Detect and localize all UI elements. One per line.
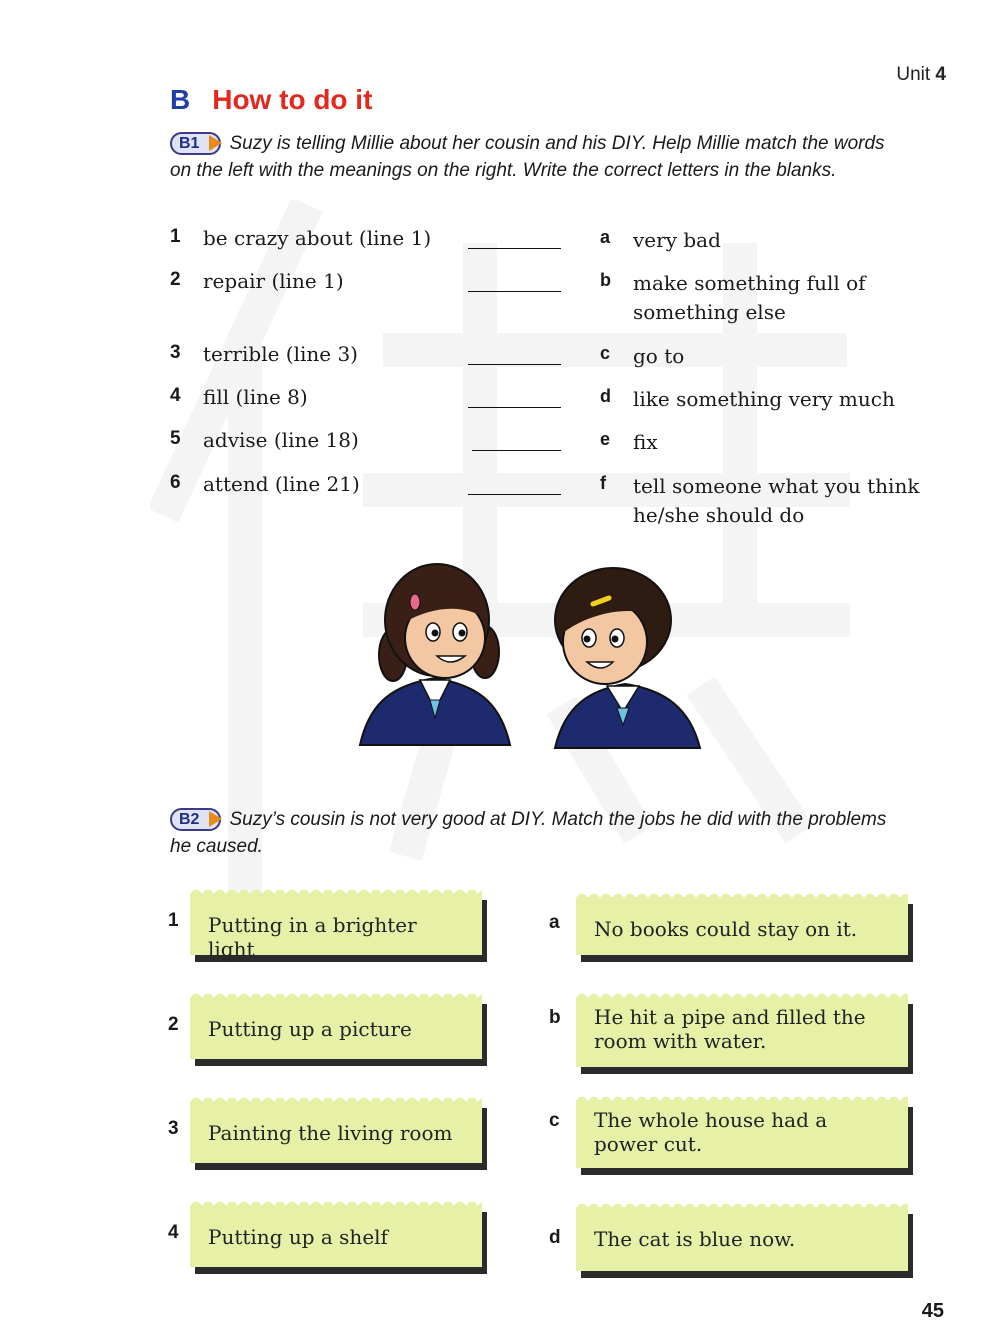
problem-letter: d: [549, 1227, 561, 1248]
word-text: advise (line 18): [203, 428, 359, 452]
job-card[interactable]: [190, 997, 482, 1059]
job-number: 3: [168, 1118, 179, 1139]
problem-card[interactable]: [576, 1207, 908, 1271]
b2-instruction: [170, 807, 890, 860]
problem-text: The cat is blue now.: [594, 1227, 796, 1251]
word-number: 3: [170, 342, 181, 363]
job-text: Putting up a picture: [208, 1017, 412, 1041]
b2-instruction-text: Suzy’s cousin is not very good at DIY. Match the jobs he did with the problems he caused.: [170, 809, 887, 857]
word-number: 5: [170, 428, 181, 449]
problem-card[interactable]: [576, 1100, 908, 1168]
play-arrow-icon: [209, 811, 222, 827]
problem-card[interactable]: [576, 997, 908, 1067]
problem-letter: b: [549, 1007, 561, 1028]
b1-badge: B1: [170, 132, 221, 155]
meaning-letter: c: [600, 343, 611, 363]
word-number: 4: [170, 385, 181, 406]
meaning-letter: f: [600, 473, 606, 493]
b1-instruction-text: Suzy is telling Millie about her cousin and his DIY. Help Millie match the words on the left with the meanings on the right. Write the correct letters in the blanks.: [170, 133, 885, 181]
meaning-letter: a: [600, 227, 611, 247]
answer-blank[interactable]: [468, 364, 561, 365]
two-students-illustration: [355, 560, 705, 750]
meaning-text: make something full of something else: [633, 271, 866, 324]
vocab-row: [170, 226, 940, 266]
job-card[interactable]: [190, 1205, 482, 1267]
vocab-row: [170, 472, 940, 527]
vocab-row: [170, 385, 940, 425]
job-number: 4: [168, 1222, 179, 1243]
job-text: Painting the living room: [208, 1121, 453, 1145]
girl-figure: [360, 564, 510, 745]
answer-blank[interactable]: [468, 494, 561, 495]
answer-blank[interactable]: [468, 248, 561, 249]
word-number: 2: [170, 269, 181, 290]
page-number: 45: [921, 1300, 944, 1322]
meaning-text: like something very much: [633, 387, 895, 411]
vocab-row: [170, 342, 940, 382]
word-text: attend (line 21): [203, 472, 360, 496]
play-arrow-icon: [209, 135, 222, 151]
word-text: terrible (line 3): [203, 342, 358, 366]
job-number: 1: [168, 910, 179, 931]
answer-blank[interactable]: [468, 407, 561, 408]
section-name: How to do it: [212, 84, 373, 115]
problem-letter: c: [549, 1110, 560, 1131]
problem-text: He hit a pipe and filled the room with water.: [594, 1005, 866, 1053]
meaning-text: fix: [633, 430, 658, 454]
word-number: 1: [170, 226, 181, 247]
section-letter: B: [170, 84, 191, 115]
vocab-row: [170, 428, 940, 468]
meaning-letter: b: [600, 270, 611, 290]
job-card[interactable]: [190, 893, 482, 961]
meaning-letter: d: [600, 386, 611, 406]
job-card[interactable]: [190, 1101, 482, 1163]
meaning-text: go to: [633, 344, 685, 368]
word-text: repair (line 1): [203, 269, 344, 293]
job-number: 2: [168, 1014, 179, 1035]
meaning-letter: e: [600, 429, 611, 449]
job-text: Putting in a brighter light: [208, 913, 417, 961]
problem-card[interactable]: [576, 897, 908, 955]
section-title: [170, 84, 372, 116]
word-text: fill (line 8): [203, 385, 308, 409]
vocab-row: [170, 269, 940, 324]
problem-text: No books could stay on it.: [594, 917, 858, 941]
answer-blank[interactable]: [472, 450, 561, 451]
word-text: be crazy about (line 1): [203, 226, 432, 250]
problem-text: The whole house had a power cut.: [594, 1108, 828, 1156]
b1-instruction: [170, 131, 910, 184]
unit-label: Unit 4: [896, 64, 946, 85]
boy-figure: [555, 568, 700, 748]
problem-letter: a: [549, 912, 560, 933]
answer-blank[interactable]: [468, 291, 561, 292]
meaning-text: very bad: [633, 228, 721, 252]
word-number: 6: [170, 472, 181, 493]
job-text: Putting up a shelf: [208, 1225, 388, 1249]
meaning-text: tell someone what you think he/she should do: [633, 474, 920, 527]
b2-badge: B2: [170, 808, 221, 831]
